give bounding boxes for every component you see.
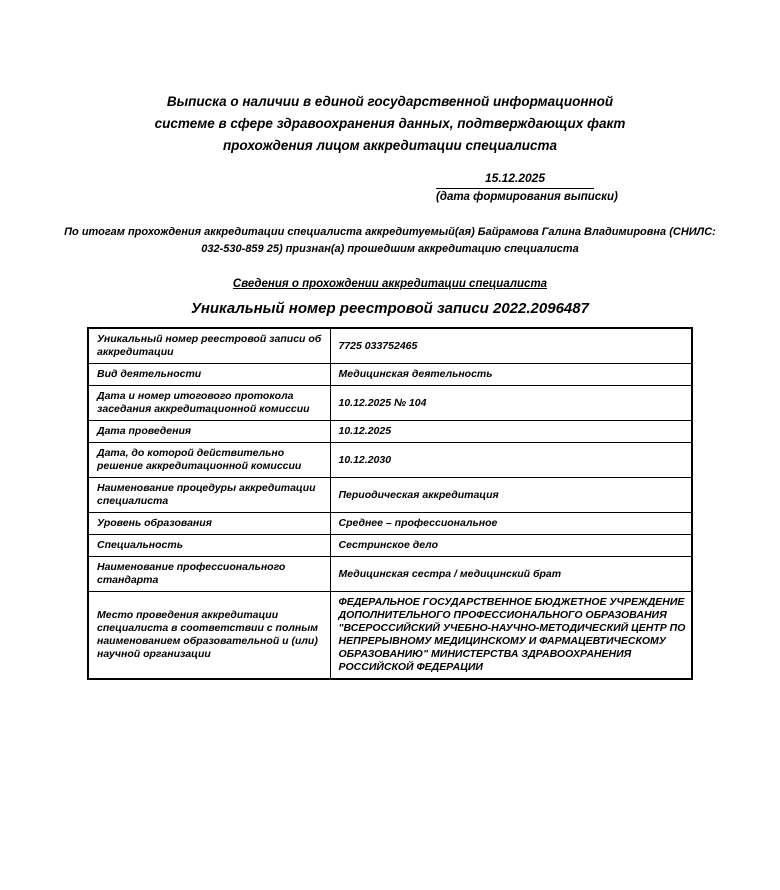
document-title-line: Выписка о наличии в единой государственной информационной <box>166 94 614 109</box>
table-row <box>88 443 692 478</box>
row-value: Среднее – профессиональное <box>330 513 692 535</box>
row-value: 10.12.2030 <box>330 443 692 478</box>
row-value: 10.12.2025 <box>330 421 692 443</box>
registry-number-heading: Уникальный номер реестровой записи 2022.2096487 <box>191 300 589 317</box>
table-row <box>88 592 692 680</box>
row-value: 7725 033752465 <box>330 328 692 364</box>
table-row <box>88 364 692 386</box>
row-label: Уровень образования <box>88 513 330 535</box>
row-value: Сестринское дело <box>330 535 692 557</box>
table-row <box>88 421 692 443</box>
row-label: Дата, до которой действительно решение аккредитационной комиссии <box>88 443 330 478</box>
row-value: Медицинская сестра / медицинский брат <box>330 557 692 592</box>
row-value: ФЕДЕРАЛЬНОЕ ГОСУДАРСТВЕННОЕ БЮДЖЕТНОЕ УЧРЕЖДЕНИЕ ДОПОЛНИТЕЛЬНОГО ПРОФЕССИОНАЛЬНОГО ОБРАЗОВАНИЯ "ВСЕРОССИЙСКИЙ УЧЕБНО-НАУЧНО-МЕТОДИЧЕСКИЙ ЦЕНТР ПО НЕПРЕРЫВНОМУ МЕДИЦИНСКОМУ И ФАРМАЦЕВТИЧЕСКОМУ ОБРАЗОВАНИЮ" МИНИСТЕРСТВА ЗДРАВООХРАНЕНИЯ РОССИЙСКОЙ ФЕДЕРАЦИИ <box>330 592 692 680</box>
table-row <box>88 535 692 557</box>
row-label: Дата и номер итогового протокола заседания аккредитационной комиссии <box>88 386 330 421</box>
document-title <box>0 0 780 157</box>
table-row <box>88 386 692 421</box>
row-label: Дата проведения <box>88 421 330 443</box>
row-label: Наименование профессионального стандарта <box>88 557 330 592</box>
table-row <box>88 557 692 592</box>
document-title-line: системе в сфере здравоохранения данных, подтверждающих факт <box>154 116 626 131</box>
row-value: Периодическая аккредитация <box>330 478 692 513</box>
section-heading: Сведения о прохождении аккредитации специалиста <box>232 278 548 290</box>
row-label: Наименование процедуры аккредитации специалиста <box>88 478 330 513</box>
table-row <box>88 478 692 513</box>
issue-date-block <box>436 171 618 203</box>
issue-date-caption: (дата формирования выписки) <box>436 191 618 203</box>
row-label: Вид деятельности <box>88 364 330 386</box>
row-label: Уникальный номер реестровой записи об аккредитации <box>88 328 330 364</box>
accreditation-summary-line: 032-530-859 25) признан(а) прошедшим аккредитацию специалиста <box>201 243 579 255</box>
row-value: 10.12.2025 № 104 <box>330 386 692 421</box>
row-label: Специальность <box>88 535 330 557</box>
row-label: Место проведения аккредитации специалиста в соответствии с полным наименованием образовательной и (или) научной организации <box>88 592 330 680</box>
document-title-line: прохождения лицом аккредитации специалиста <box>222 138 558 153</box>
accreditation-summary <box>0 224 780 258</box>
accreditation-summary-line: По итогам прохождения аккредитации специалиста аккредитуемый(ая) Байрамова Галина Владимировна (СНИЛС: <box>64 226 716 238</box>
table-row <box>88 513 692 535</box>
accreditation-details-table <box>87 327 693 680</box>
issue-date: 15.12.2025 <box>436 171 594 189</box>
row-value: Медицинская деятельность <box>330 364 692 386</box>
table-row <box>88 328 692 364</box>
